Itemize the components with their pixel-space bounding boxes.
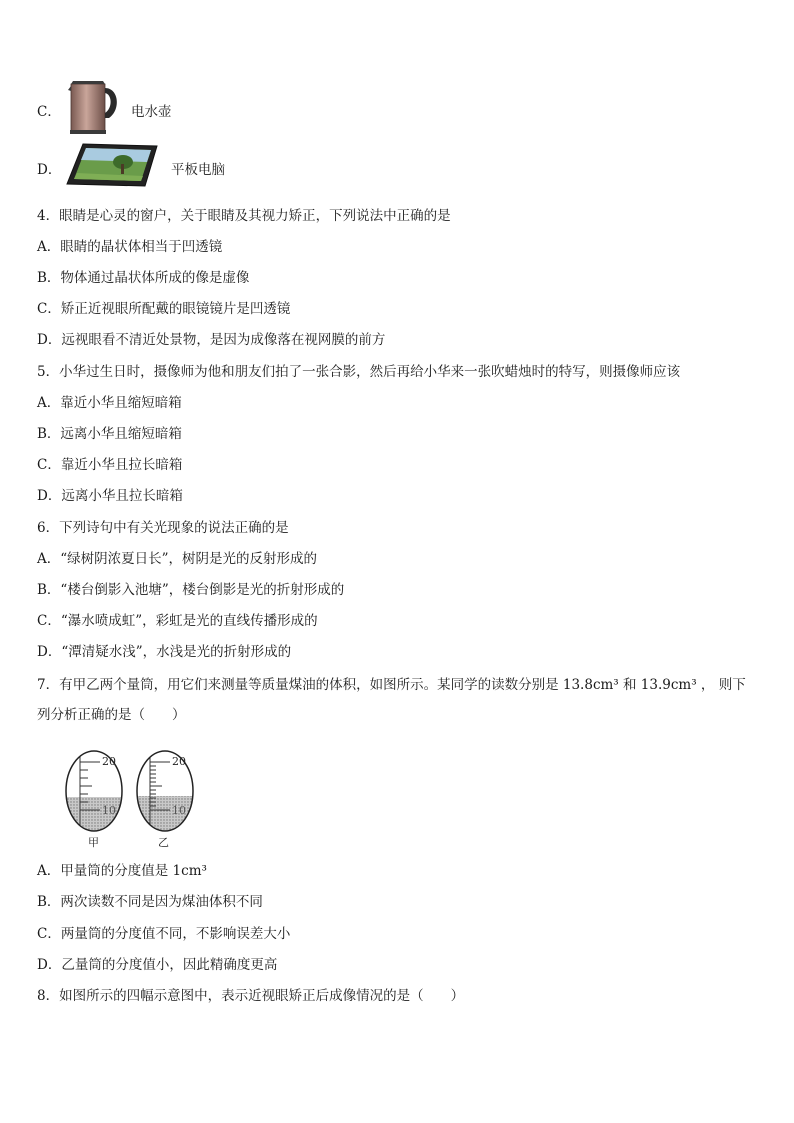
right-cylinder-label: 乙 (158, 836, 169, 849)
question-5-option-d: D．远离小华且拉长暗箱 (37, 488, 183, 504)
option-text: 电水壶 (131, 104, 172, 120)
question-7-stem-line1: 7．有甲乙两个量筒，用它们来测量等质量煤油的体积，如图所示。某同学的读数分别是 13.8cm³ 和 13.9cm³ ， 则下 (37, 677, 746, 693)
tablet-icon (65, 142, 161, 194)
question-7-option-b: B．两次读数不同是因为煤油体积不同 (37, 894, 263, 910)
question-5-option-b: B．远离小华且缩短暗箱 (37, 426, 182, 442)
question-4-stem: 4．眼睛是心灵的窗户，关于眼睛及其视力矫正，下列说法中正确的是 (37, 208, 451, 224)
kettle-icon (65, 80, 123, 140)
option-letter: D． (37, 162, 62, 178)
right-cylinder-mark-10: 10 (172, 804, 186, 817)
question-6-option-d: D．“潭清疑水浅”，水浅是光的折射形成的 (37, 644, 292, 660)
question-7-option-a: A．甲量筒的分度值是 1cm³ (37, 863, 207, 879)
question-6-option-a: A．“绿树阴浓夏日长”，树阴是光的反射形成的 (37, 551, 318, 567)
graduated-cylinders-figure (64, 750, 204, 850)
question-7-stem-line2: 列分析正确的是（ ） (37, 707, 186, 723)
question-7-option-d: D．乙量筒的分度值小，因此精确度更高 (37, 957, 278, 973)
option-c-kettle (37, 80, 172, 140)
question-7-option-c: C．两量筒的分度值不同，不影响误差大小 (37, 926, 291, 942)
right-cylinder-mark-20: 20 (172, 755, 186, 768)
question-5-option-c: C．靠近小华且拉长暗箱 (37, 457, 183, 473)
option-letter: C． (37, 104, 61, 120)
question-4-option-d: D．远视眼看不清近处景物，是因为成像落在视网膜的前方 (37, 332, 386, 348)
option-text: 平板电脑 (171, 162, 225, 178)
question-8-stem: 8．如图所示的四幅示意图中，表示近视眼矫正后成像情况的是（ ） (37, 988, 465, 1004)
question-6-option-b: B．“楼台倒影入池塘”，楼台倒影是光的折射形成的 (37, 582, 345, 598)
question-4-option-a: A．眼睛的晶状体相当于凹透镜 (37, 239, 223, 255)
question-6-option-c: C．“瀑水喷成虹”，彩虹是光的直线传播形成的 (37, 613, 318, 629)
left-cylinder-mark-10: 10 (102, 804, 116, 817)
question-5-stem: 5．小华过生日时，摄像师为他和朋友们拍了一张合影，然后再给小华来一张吹蜡烛时的特写，则摄像师应该 (37, 364, 681, 380)
question-4-option-c: C．矫正近视眼所配戴的眼镜镜片是凹透镜 (37, 301, 291, 317)
option-d-tablet (37, 142, 225, 194)
question-6-stem: 6．下列诗句中有关光现象的说法正确的是 (37, 520, 289, 536)
left-cylinder-label: 甲 (88, 836, 99, 849)
question-5-option-a: A．靠近小华且缩短暗箱 (37, 395, 182, 411)
question-4-option-b: B．物体通过晶状体所成的像是虚像 (37, 270, 250, 286)
left-cylinder-mark-20: 20 (102, 755, 116, 768)
